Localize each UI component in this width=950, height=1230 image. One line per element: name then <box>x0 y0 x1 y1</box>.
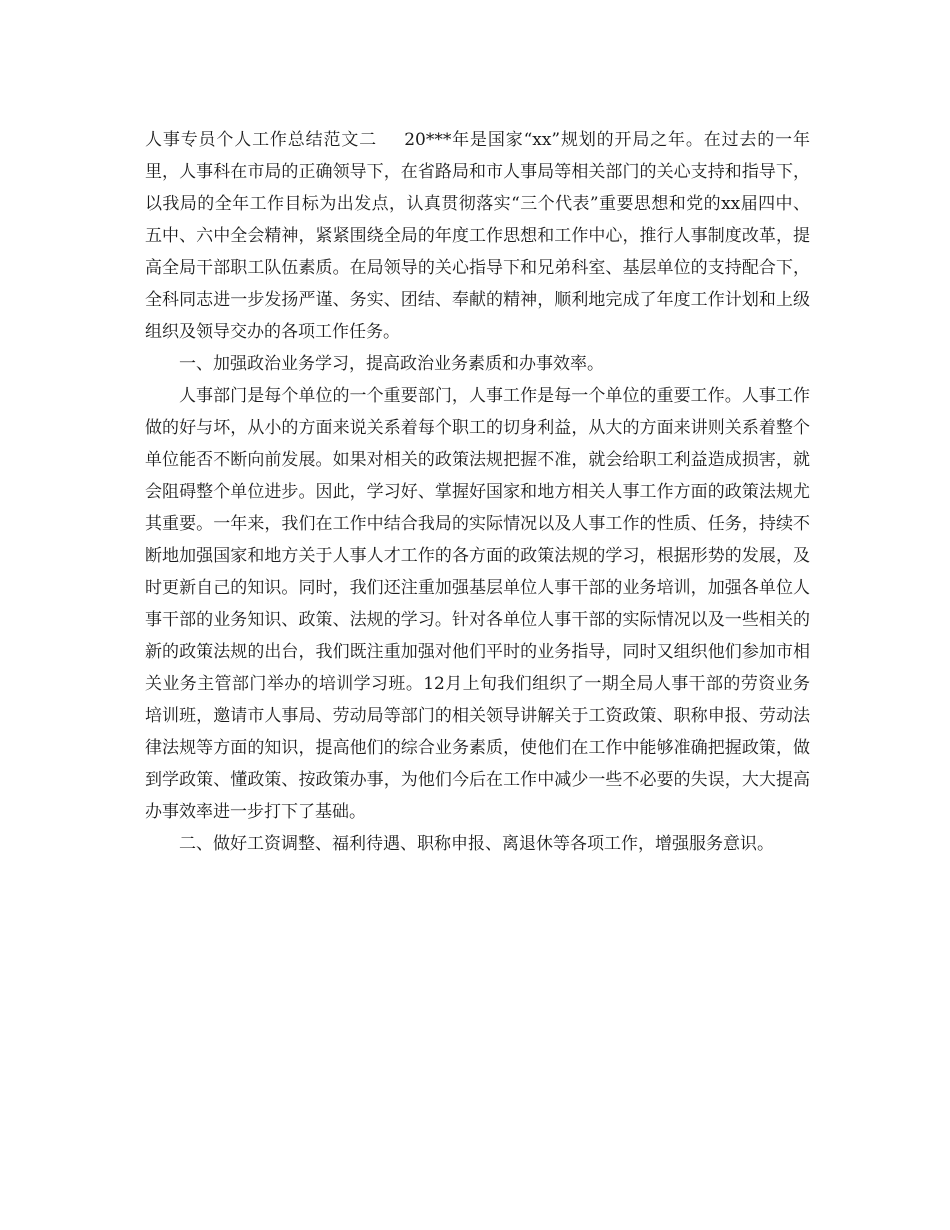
section-1-body: 人事部门是每个单位的一个重要部门，人事工作是每一个单位的重要工作。人事工作做的好与坏，从小的方面来说关系着每个职工的切身利益，从大的方面来讲则关系着整个单位能否不断向前发展。如果对相关的政策法规把握不准，就会给职工利益造成损害，就会阻碍整个单位进步。因此，学习好、掌握好国家和地方相关人事工作方面的政策法规尤其重要。一年来，我们在工作中结合我局的实际情况以及人事工作的性质、任务，持续不断地加强国家和地方关于人事人才工作的各方面的政策法规的学习，根据形势的发展，及时更新自己的知识。同时，我们还注重加强基层单位人事干部的业务培训，加强各单位人事干部的业务知识、政策、法规的学习。针对各单位人事干部的实际情况以及一些相关的新的政策法规的出台，我们既注重加强对他们平时的业务指导，同时又组织他们参加市相关业务主管部门举办的培训学习班。12月上旬我们组织了一期全局人事干部的劳资业务培训班，邀请市人事局、劳动局等部门的相关领导讲解关于工资政策、职称申报、劳动法律法规等方面的知识，提高他们的综合业务素质，使他们在工作中能够准确把握政策，做到学政策、懂政策、按政策办事，为他们今后在工作中减少一些不必要的失误，大大提高办事效率进一步打下了基础。 <box>145 386 810 822</box>
section-1-heading: 一、加强政治业务学习，提高政治业务素质和办事效率。 <box>179 354 604 374</box>
intro-text: 20***年是国家“xx”规划的开局之年。在过去的一年里，人事科在市局的正确领导下，在省路局和市人事局等相关部门的关心支持和指导下，以我局的全年工作目标为出发点，认真贯彻落实“三个代表”重要思想和党的xx届四中、五中、六中全会精神，紧紧围绕全局的年度工作思想和工作中心，推行人事制度改革，提高全局干部职工队伍素质。在局领导的关心指导下和兄弟科室、基层单位的支持配合下，全科同志进一步发扬严谨、务实、团结、奉献的精神，顺利地完成了年度工作计划和上级组织及领导交办的各项工作任务。 <box>145 130 810 342</box>
section-2-heading: 二、做好工资调整、福利待遇、职称申报、离退休等各项工作，增强服务意识。 <box>179 834 774 854</box>
intro-paragraph <box>145 124 810 348</box>
document-body <box>145 124 810 860</box>
document-title: 人事专员个人工作总结范文二 <box>145 130 378 150</box>
